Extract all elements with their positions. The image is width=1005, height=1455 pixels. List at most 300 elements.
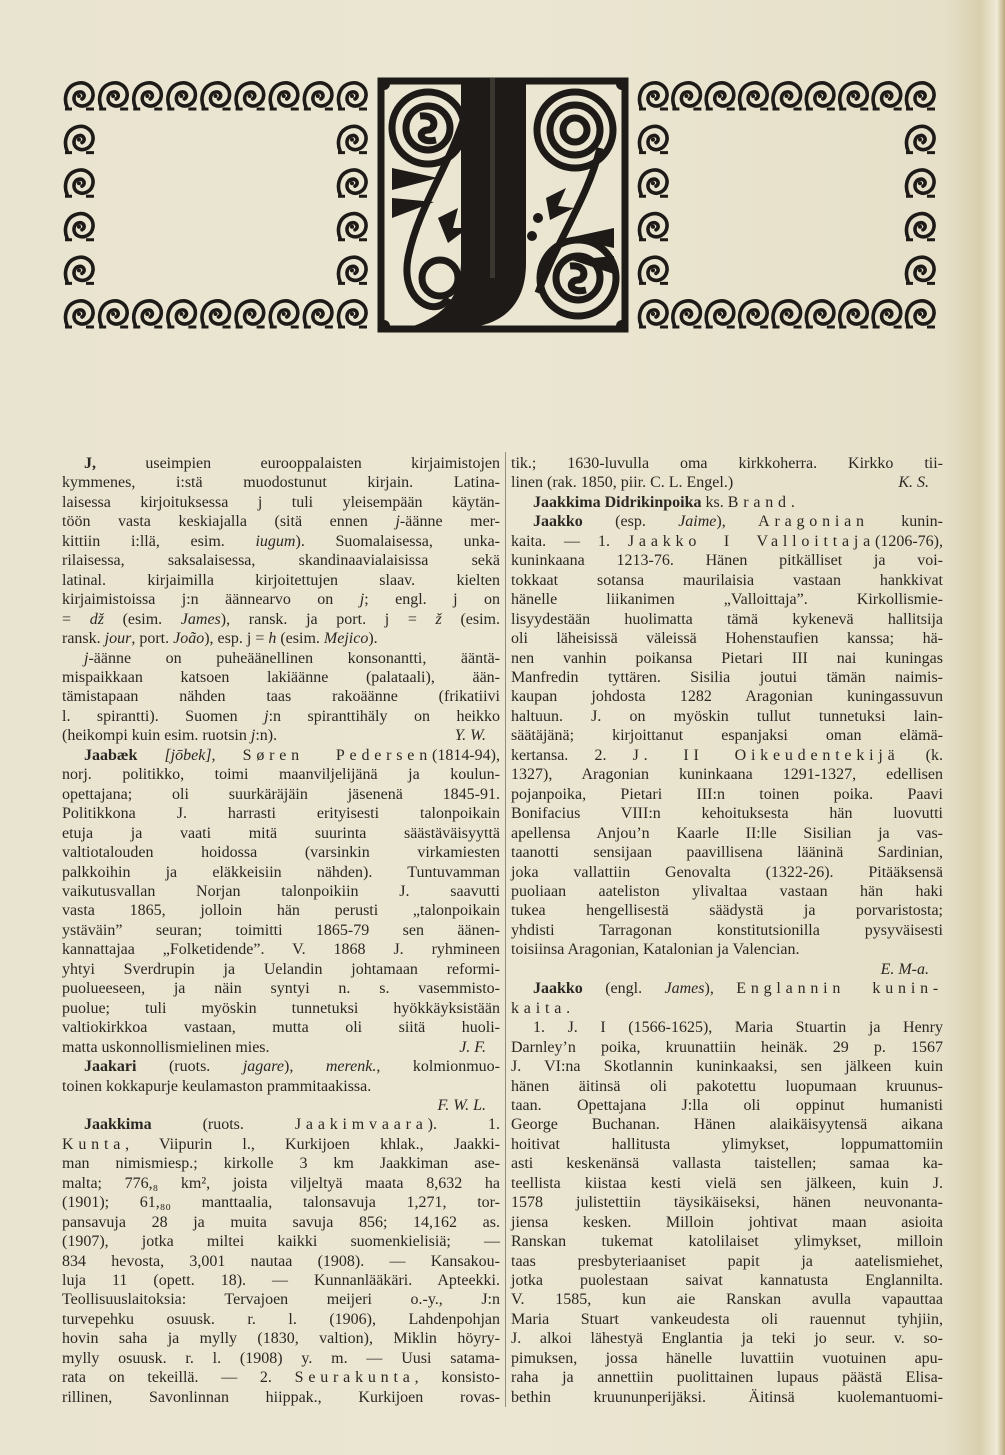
text-line [62, 1388, 500, 1407]
text-run: joka vallattiin Genovalta (1322-26). Pitääksensä [511, 863, 943, 881]
text-run: kertansa. 2. [511, 746, 633, 764]
text-run: kuninkaana 1213-76. Hänen pitkälliset ja voi- [511, 552, 943, 570]
text-line [62, 1232, 500, 1251]
spiral-ornament-icon [739, 83, 768, 109]
text-run: Ranskan tukemat katolilaiset ylimykset, milloin [511, 1233, 943, 1251]
author-initials: Y. W. [454, 727, 486, 745]
text-line [511, 454, 943, 473]
text-line [62, 1213, 500, 1232]
text-run: ). 1. [427, 1116, 500, 1134]
spiral-ornament-icon [202, 83, 231, 109]
text-run: lisyydestään huolimatta tämä kykenevä hallitsija [511, 610, 943, 628]
text-run: man nimismiesp.; kirkolle 3 km Jaakkiman ase- [62, 1155, 500, 1173]
text-line [62, 707, 500, 726]
text-run: yhdisti Tarragonan konstitutsionilla pysyväisesti [511, 921, 943, 939]
text-line [62, 1018, 500, 1037]
text-line [511, 746, 943, 765]
text-run: taanotti sensijaan paavillisena lääninä Sardinian, [511, 844, 943, 862]
text-run: Teollisuuslaitoksia: Tervajoen meijeri o.-y., J:n [62, 1291, 500, 1309]
spiral-ornament-icon [167, 83, 196, 109]
text-line [511, 1349, 943, 1368]
text-run: jiensa kesken. Milloin johtivat maan asioita [511, 1213, 943, 1231]
spiral-ornament-icon [806, 301, 835, 327]
text-run: rilaisessa, saksalaisessa, skandinaavialaisissa sekä [62, 552, 500, 570]
spiral-ornament-icon [304, 301, 333, 327]
text-line [511, 804, 943, 823]
entry-headword: Jaakkima Didrikinpoika [533, 493, 702, 511]
text-run: ystäväin” seuran; toimitti 1865-79 sen äänen- [62, 921, 500, 939]
text-run: (1814-94), [432, 746, 500, 764]
text-line [511, 1271, 943, 1290]
spiral-ornament-icon [65, 170, 94, 196]
text-run: jotka puolestaan saivat kannatusta Englannilta. [511, 1272, 943, 1290]
text-line [511, 1232, 943, 1251]
text-run: J. VI:na Skotlannin kuninkaaksi, sen jälkeen kuin [511, 1058, 943, 1076]
text-run: -äänne mer- [399, 513, 501, 531]
text-line [511, 571, 943, 590]
text-run: latinal. kirjaimilla kirjoitettujen slaav. kielten [62, 571, 500, 589]
spiral-ornament-icon [65, 83, 94, 109]
text-line [511, 901, 943, 920]
text-line [511, 1135, 943, 1154]
text-line [62, 668, 500, 687]
text-run: ), [704, 980, 737, 998]
text-run: linen (rak. 1850, piir. C. L. Engel.) [511, 474, 734, 492]
text-line [62, 726, 500, 745]
text-run: V. 1585, kun aie Ranskan avulla vapauttaa [511, 1291, 943, 1309]
text-line [511, 649, 943, 668]
text-line [511, 1115, 943, 1134]
text-line [511, 921, 943, 940]
text-run: mylly osuusk. r. l. (1908) y. m. — Uusi satama- [62, 1349, 500, 1367]
text-run: (esim. [103, 610, 181, 628]
text-run: (esim. [276, 630, 324, 648]
text-run: (engl. [582, 980, 665, 998]
spiral-ornament-icon [236, 83, 265, 109]
italic-text: merenk. [325, 1058, 377, 1076]
text-run: valtiokirkkoa vastaan, mutta oli siitä huoli- [62, 1019, 500, 1037]
text-line [511, 473, 943, 492]
text-run: nen vanhin poikansa Pietari III nai kuningas [511, 649, 943, 667]
text-run: :n). [255, 727, 278, 745]
entry-headword: Jaakko [533, 980, 583, 998]
text-run: apellensa Anjou’n Kaarle II:lle Sisilian ja vas- [511, 824, 943, 842]
text-line [62, 1174, 500, 1193]
text-line [511, 1057, 943, 1076]
text-run: , konsisto- [414, 1369, 501, 1387]
spiral-ornament-icon [65, 126, 94, 152]
text-run: useimpien eurooppalaisten kirjaimistojen [96, 455, 500, 472]
spiral-ornament-icon [304, 83, 333, 109]
text-run: (1907), jotka miltei kaikki suomenkielisiä; — [62, 1233, 500, 1251]
italic-text: jour [104, 630, 132, 648]
text-run: matta uskonnollismielinen mies. [62, 1038, 270, 1056]
spiral-ornament-icon [639, 301, 668, 327]
text-run: ; engl. j on [364, 591, 501, 609]
spiral-ornament-icon [639, 83, 668, 109]
text-line [511, 940, 943, 959]
text-line [511, 1077, 943, 1096]
text-line [62, 901, 500, 920]
spiral-ornament-icon [270, 83, 299, 109]
text-run: 1578 julistettiin täysikäiseksi, hänen neuvonanta- [511, 1194, 943, 1212]
text-run: (heikompi kuin esim. ruotsin [62, 727, 251, 745]
text-run: (esim. [441, 610, 500, 628]
spiral-ornament-icon [133, 83, 162, 109]
text-line [511, 843, 943, 862]
italic-text: j [359, 591, 365, 609]
text-line [511, 512, 943, 531]
text-run: vaikutusvallan Norjan talonpoikiin J. saavutti [62, 882, 500, 900]
spiral-ornament-icon [338, 214, 367, 240]
text-line [62, 1290, 500, 1309]
text-run: George Buchanan. Hänen alaikäisyytensä aikana [511, 1116, 943, 1134]
text-line [511, 551, 943, 570]
text-run: hänelle liikanimen „Valloittaja”. Kirkollismie- [511, 591, 943, 609]
spaced-text: Kunta [62, 1135, 126, 1153]
spaced-text: Englannin kunin- [736, 980, 944, 998]
text-run: kaupan johdosta 1282 Aragonian kuningassuvun [511, 688, 943, 706]
text-run: tokkaat sotansa maurilaisia vastaan hankkivat [511, 571, 943, 589]
text-line [62, 512, 500, 531]
spaced-text: J. II Oikeudentekijä [632, 746, 900, 764]
spaced-text: kaita. [511, 999, 575, 1017]
text-line [511, 493, 943, 512]
text-run: Politikkona J. harrasti erityisesti talonpoikain [62, 805, 500, 823]
text-line [511, 765, 943, 784]
text-run: hänen äitinsä oli pakotettu luopumaan kruunus- [511, 1077, 943, 1095]
text-line [62, 921, 500, 940]
text-run: kaita. — 1. [511, 532, 628, 550]
spiral-ornament-icon [99, 301, 128, 327]
spiral-ornament-icon [906, 214, 935, 240]
spiral-ornament-icon [639, 126, 668, 152]
spaced-text: Brand [727, 493, 791, 511]
text-line [62, 473, 500, 492]
spiral-ornament-icon [338, 83, 367, 109]
text-line [62, 590, 500, 609]
italic-text: iugum [255, 532, 296, 550]
text-line [511, 668, 943, 687]
text-line [62, 571, 500, 590]
text-run: ), esp. j = [204, 630, 269, 648]
text-run: luja 11 (opett. 18). — Kunnanlääkäri. Apteekki. [62, 1272, 500, 1290]
spiral-ornament-icon [639, 257, 668, 283]
italic-text: João [173, 630, 205, 648]
text-line [62, 960, 500, 979]
text-line [62, 843, 500, 862]
author-initials: E. M-a. [880, 960, 929, 978]
italic-text: j [395, 513, 400, 531]
spiral-ornament-icon [338, 126, 367, 152]
text-run: asti keskenänsä vallasta taistellen; samaa ka- [511, 1155, 943, 1173]
text-line [511, 1154, 943, 1173]
text-line [62, 999, 500, 1018]
text-line [511, 1290, 943, 1309]
italic-text: James [664, 980, 705, 998]
text-run: , kolmionmuo- [376, 1058, 501, 1076]
text-run: bethin kruununperijäksi. Äitinsä kuolemantuomi- [511, 1388, 943, 1406]
text-run: , Viipurin l., Kurkijoen khlak., Jaakki- [125, 1135, 500, 1153]
left-text-column [62, 454, 500, 1407]
text-run: opettajana; oli suurkäräjäin jäsenenä 1845-91. [62, 785, 500, 803]
text-run: taan. Opettajana J:lla oli oppinut humanisti [511, 1096, 943, 1114]
italic-text: j [264, 707, 269, 725]
spiral-ornament-icon [739, 301, 768, 327]
spiral-ornament-icon [99, 83, 128, 109]
text-line [62, 746, 500, 765]
text-line [511, 1388, 943, 1407]
text-run: oli läheisissä väleissä Hohenstaufien kanssa; hä- [511, 630, 943, 648]
text-line [62, 1115, 500, 1134]
text-run: ), ransk. ja port. j = [220, 610, 436, 628]
text-run: 834 hevosta, 3,001 nautaa (1908). — Kansakou- [62, 1252, 500, 1270]
text-run: puolueeseen, ja näin syntyi n. s. vasemmisto- [62, 980, 500, 998]
text-run: ). Suomalaisessa, unka- [295, 532, 500, 550]
text-run: teellista kiistaa kesti vielä sen jälkeen, kuin J. [511, 1174, 943, 1192]
italic-text: Jaime [678, 513, 717, 531]
text-run: kittiin i:llä, esim. [62, 532, 256, 550]
text-line [511, 979, 943, 998]
spiral-ornament-icon [338, 301, 367, 327]
text-line [62, 979, 500, 998]
spiral-ornament-icon [639, 214, 668, 240]
entry-headword: J, [84, 455, 96, 472]
text-line [62, 687, 500, 706]
text-run: kirjaimistoissa j:n äännearvo on [62, 591, 360, 609]
text-run: = [62, 610, 90, 628]
text-run: ks. [701, 493, 728, 511]
text-run: yhtyi Sverdrupin ja Uelandin johtamaan reformi- [62, 960, 500, 978]
text-run: ), [284, 1058, 326, 1076]
spiral-ornament-icon [839, 83, 868, 109]
spiral-ornament-icon [270, 301, 299, 327]
text-run: ), [716, 513, 759, 531]
text-run: (esp. [582, 513, 679, 531]
spiral-ornament-icon [639, 170, 668, 196]
text-run: kannattajaa „Folketidende”. V. 1868 J. ryhmineen [62, 941, 500, 959]
author-initials: F. W. L. [437, 1096, 486, 1114]
text-run: . [790, 493, 795, 511]
text-run: , port. [131, 630, 174, 648]
text-line [62, 804, 500, 823]
text-run: Darnley’n poika, kruunattiin heinäk. 29 p. 1567 [511, 1038, 943, 1056]
spiral-ornament-icon [65, 301, 94, 327]
text-run: Manfredin tyttären. Sisilia joutui tämän naimis- [511, 668, 943, 686]
text-run: säätäjänä; kirjoittanut espanjaksi oman elämä- [511, 727, 943, 745]
spiral-ornament-icon [706, 83, 735, 109]
initial-letter-j-block [378, 78, 628, 332]
text-run: hovin saha ja mylly (1830, valtion), Miklin höyry- [62, 1330, 500, 1348]
spiral-ornament-icon [839, 301, 868, 327]
text-run: mispaikkaan katsoen lakiäänne (palataali), ään- [62, 668, 500, 686]
spaced-text: Jaakko I Valloittaja [627, 532, 876, 550]
spiral-ornament-icon [133, 301, 162, 327]
text-line [511, 1310, 943, 1329]
text-line [62, 1154, 500, 1173]
entry-headword: Jaakko [533, 513, 583, 531]
text-run: J. alkoi lähestyä Englantia ja teki jo seur. v. so- [511, 1330, 943, 1348]
text-run: (ruots. [136, 1058, 243, 1076]
text-line [62, 1193, 500, 1212]
text-run: puolue; tuli myöskin tunnetuksi hyökkäyksistään [62, 999, 500, 1017]
author-initials: K. S. [898, 474, 929, 492]
spiral-ornament-icon [202, 301, 231, 327]
text-line [511, 1252, 943, 1271]
spiral-ornament-icon [65, 214, 94, 240]
text-line [62, 785, 500, 804]
text-run: 1. J. I (1566-1625), Maria Stuartin ja Henry [533, 1019, 943, 1037]
text-line [62, 454, 500, 473]
italic-text: James [180, 610, 221, 628]
text-run: l. spirantti). Suomen [62, 707, 265, 725]
italic-text: j [250, 727, 256, 745]
spiral-ornament-icon [773, 83, 802, 109]
spiral-ornament-icon [236, 301, 265, 327]
spiral-ornament-icon [672, 83, 701, 109]
text-line [511, 1213, 943, 1232]
text-run: kymmenes, i:stä muodostunut kirjain. Latina- [62, 474, 500, 492]
spaced-text: Jaakimvaara [294, 1116, 428, 1134]
text-line [62, 940, 500, 959]
italic-text: h [268, 630, 277, 648]
text-line [62, 1368, 500, 1387]
text-line [511, 687, 943, 706]
text-line [62, 610, 500, 629]
text-run: (k. [899, 746, 944, 764]
italic-text: dž [89, 610, 104, 628]
text-run: ransk. [62, 630, 105, 648]
italic-text: [jōbek], [137, 746, 243, 764]
spiral-ornament-icon [873, 83, 902, 109]
text-run: pimuksen, jossa hänelle luvattiin vuotuinen apu- [511, 1349, 943, 1367]
text-run: 1327), Aragonian kuninkaana 1291-1327, edellisen [511, 766, 943, 784]
entry-headword: Jaakari [84, 1058, 137, 1076]
text-run: hoitivat hallitusta ylimykset, loppumattomiin [511, 1135, 943, 1153]
text-run: etuja ja vaati mitä suurinta säästäväisyyttä [62, 824, 500, 842]
text-line [62, 1329, 500, 1348]
text-line [62, 629, 500, 648]
spiral-ornament-icon [706, 301, 735, 327]
text-line [511, 1018, 943, 1037]
text-run: pojanpoika, Pietari III:n toinen poika. Paavi [511, 785, 943, 803]
text-line [62, 493, 500, 512]
text-run: ). [368, 630, 378, 648]
text-line [62, 863, 500, 882]
entry-headword: Jaabæk [84, 746, 138, 764]
text-line [62, 1057, 500, 1076]
spiral-ornament-icon [906, 257, 935, 283]
text-run: puoliaan aateliston ylivaltaa vastaan hän haki [511, 882, 943, 900]
text-line [62, 551, 500, 570]
italic-text: j [84, 649, 89, 667]
text-run: malta; 776,₈ km², joista viljeltyä maata 8,632 ha [62, 1174, 500, 1192]
text-run: Bonifacius VIII:n kehoituksesta hän luovutti [511, 805, 943, 823]
italic-text: ž [435, 610, 442, 628]
spiral-ornament-icon [906, 301, 935, 327]
text-line [62, 1096, 500, 1115]
text-line [62, 532, 500, 551]
text-line [511, 882, 943, 901]
spiral-ornament-icon [65, 257, 94, 283]
text-run: tämistapaan nähden taas rakoäänne (frikatiivi [62, 688, 500, 706]
spiral-ornament-icon [672, 301, 701, 327]
text-line [511, 726, 943, 745]
spaced-text: Søren Pedersen [242, 746, 433, 764]
text-run: tukea hengellisestä säädystä ja porvaristosta; [511, 902, 943, 920]
entry-headword: Jaakkima [84, 1116, 152, 1134]
text-run: (1901); 61,₈₀ manttaalia, talonsavuja 1,271, tor- [62, 1194, 500, 1212]
text-run: laisessa kirjoituksessa j tuli yleisempään käytän- [62, 493, 500, 511]
spiral-ornament-icon [773, 301, 802, 327]
text-line [62, 824, 500, 843]
text-line [511, 999, 943, 1018]
text-line [511, 960, 943, 979]
text-line [511, 785, 943, 804]
spiral-ornament-icon [806, 83, 835, 109]
text-line [511, 863, 943, 882]
text-line [511, 1038, 943, 1057]
text-line [511, 532, 943, 551]
text-run: raha ja annettiin puolittainen lupaus päästä Elisa- [511, 1369, 943, 1387]
text-line [62, 1271, 500, 1290]
text-run: norj. politikko, toimi maanviljelijänä ja koulun- [62, 766, 500, 784]
text-run: rata on tekeillä. — 2. [62, 1369, 295, 1387]
text-line [62, 882, 500, 901]
right-text-column [511, 454, 943, 1407]
spiral-ornament-icon [338, 257, 367, 283]
spiral-ornament-icon [338, 170, 367, 196]
spiral-ornament-icon [906, 83, 935, 109]
text-run: kunin- [868, 513, 943, 531]
spaced-text: Aragonian [758, 513, 869, 531]
text-line [511, 1174, 943, 1193]
text-run: pansavuja 28 ja muita savuja 856; 14,162 as. [62, 1213, 500, 1231]
text-line [511, 1329, 943, 1348]
spiral-ornament-icon [167, 301, 196, 327]
text-run: turvepehku osuusk. r. l. (1906), Lahdenpohjan [62, 1310, 500, 1328]
italic-text: jagare [242, 1058, 285, 1076]
text-line [511, 610, 943, 629]
text-line [62, 649, 500, 668]
text-line [62, 1038, 500, 1057]
text-run: tik.; 1630-luvulla oma kirkkoherra. Kirkko tii- [511, 455, 943, 472]
text-line [511, 1193, 943, 1212]
text-run: palkkoihin ja eläkkeisiin nähden). Tuntuvamman [62, 863, 500, 881]
column-divider [505, 452, 506, 1407]
text-line [62, 1310, 500, 1329]
text-line [511, 1096, 943, 1115]
text-line [62, 1077, 500, 1096]
text-line [511, 590, 943, 609]
spiral-ornament-icon [873, 301, 902, 327]
author-initials: J. F. [459, 1038, 486, 1056]
text-run: töön vasta keskiajalla (sitä ennen [62, 513, 396, 531]
text-run: (ruots. [151, 1116, 295, 1134]
text-line [62, 1349, 500, 1368]
text-line [511, 1368, 943, 1387]
text-run: taas presbyteriaaniset papit ja aatelismiehet, [511, 1252, 943, 1270]
text-run: haltuun. J. on myöskin tullut tunnetuksi lain- [511, 707, 943, 725]
decorative-initial-j-header [0, 0, 1005, 350]
text-run: vasta 1865, jolloin hän perusti „talonpoikain [62, 902, 500, 920]
spiral-ornament-icon [906, 170, 935, 196]
spaced-text: Seurakunta [294, 1369, 415, 1387]
text-run: (1206-76), [875, 532, 943, 550]
text-run: toisiinsa Aragonian, Katalonian ja Valencian. [511, 941, 800, 959]
text-run: Maria Stuart vankeudesta oli rauennut tyhjiin, [511, 1310, 943, 1328]
italic-text: Mejico [323, 630, 369, 648]
